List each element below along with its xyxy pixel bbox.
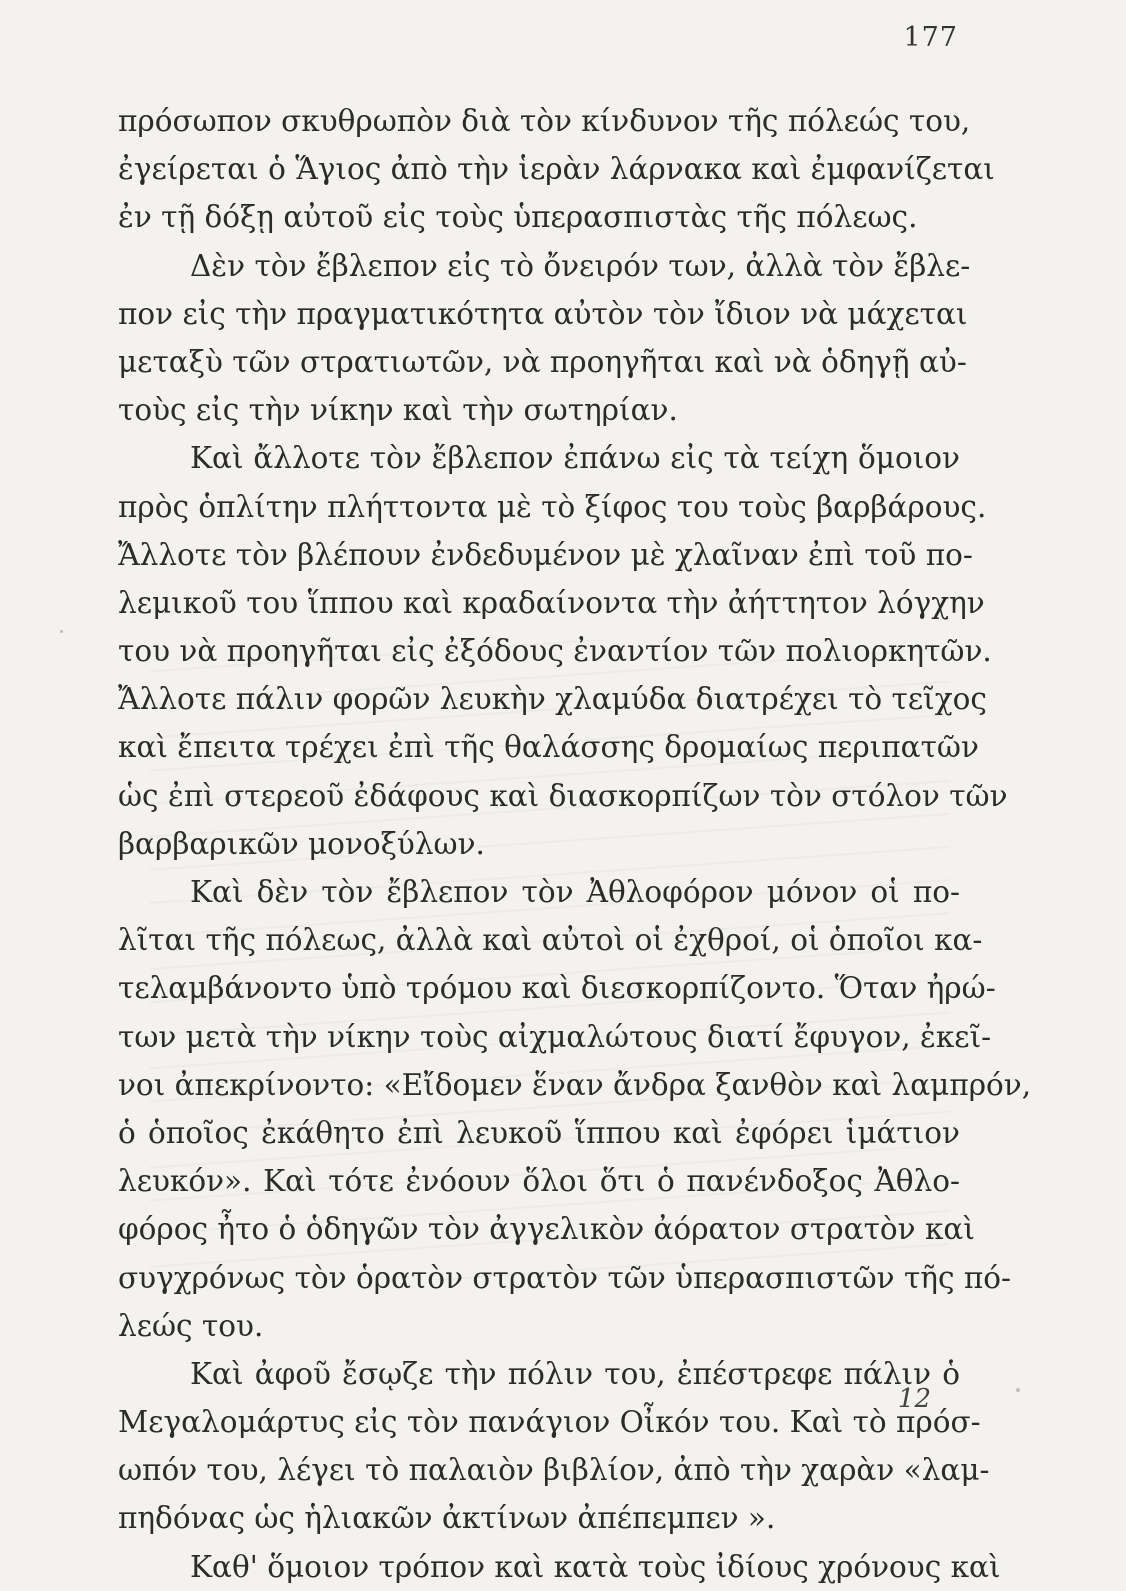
- text-line: πρόσωπον σκυθρωπὸν διὰ τὸν κίνδυνον τῆς πόλεώς του,: [118, 104, 971, 138]
- page-number: 177: [903, 22, 958, 53]
- text-line: ωπόν του, λέγει τὸ παλαιὸν βιβλίον, ἀπὸ τὴν χαρὰν «λαμ-: [118, 1453, 990, 1488]
- text-line: Καὶ ἄλλοτε τὸν ἔβλεπον ἐπάνω εἰς τὰ τείχη ὅμοιον: [190, 441, 960, 476]
- text-line: τελαμβάνοντο ὑπὸ τρόμου καὶ διεσκορπίζοντο. Ὅταν ἠρώ-: [118, 971, 996, 1006]
- text-line: τοὺς εἰς τὴν νίκην καὶ τὴν σωτηρίαν.: [118, 393, 678, 428]
- printer-signature-mark: 12: [897, 1384, 931, 1414]
- text-line: Ἄλλοτε πάλιν φορῶν λευκὴν χλαμύδα διατρέχει τὸ τεῖχος: [118, 682, 987, 717]
- paper-speck: [60, 630, 63, 633]
- text-line: μεταξὺ τῶν στρατιωτῶν, νὰ προηγῆται καὶ νὰ ὁδηγῇ αὐ-: [118, 344, 967, 379]
- text-line: καὶ ἔπειτα τρέχει ἐπὶ τῆς θαλάσσης δρομαίως περιπατῶν: [118, 730, 979, 765]
- text-line: λευκόν». Καὶ τότε ἐνόουν ὅλοι ὅτι ὁ πανένδοξος Ἀθλο-: [118, 1164, 960, 1199]
- text-line: νοι ἀπεκρίνοντο: «Εἴδομεν ἕναν ἄνδρα ξανθὸν καὶ λαμπρόν,: [118, 1067, 1032, 1102]
- text-line: Καὶ ἀφοῦ ἔσῳζε τὴν πόλιν του, ἐπέστρεφε πάλιν ὁ: [190, 1356, 960, 1391]
- text-line: συγχρόνως τὸν ὁρατὸν στρατὸν τῶν ὑπερασπιστῶν τῆς πό-: [118, 1260, 1011, 1295]
- text-line: λῖται τῆς πόλεως, ἀλλὰ καὶ αὐτοὶ οἱ ἐχθροί, οἱ ὁποῖοι κα-: [118, 923, 983, 958]
- text-line: ἐν τῇ δόξῃ αὐτοῦ εἰς τοὺς ὑπερασπιστὰς τῆς πόλεως.: [118, 200, 918, 235]
- paper-speck: [1016, 1388, 1020, 1392]
- text-line: ὡς ἐπὶ στερεοῦ ἐδάφους καὶ διασκορπίζων τὸν στόλον τῶν: [118, 778, 1008, 813]
- text-line: πηδόνας ὡς ἡλιακῶν ἀκτίνων ἀπέπεμπεν ».: [118, 1501, 776, 1536]
- text-line: πρὸς ὁπλίτην πλήττοντα μὲ τὸ ξίφος του τοὺς βαρβάρους.: [118, 489, 987, 524]
- text-line: βαρβαρικῶν μονοξύλων.: [118, 826, 485, 861]
- text-line: των μετὰ τὴν νίκην τοὺς αἰχμαλώτους διατί ἔφυγον, ἐκεῖ-: [118, 1019, 992, 1054]
- body-text: [118, 97, 1032, 1591]
- text-line: Δὲν τὸν ἔβλεπον εἰς τὸ ὄνειρόν των, ἀλλὰ τὸν ἔβλε-: [190, 248, 971, 283]
- text-line: λεμικοῦ του ἵππου καὶ κραδαίνοντα τὴν ἀήττητον λόγχην: [118, 585, 985, 620]
- text-line: Καθ' ὅμοιον τρόπον καὶ κατὰ τοὺς ἰδίους χρόνους καὶ: [190, 1549, 1001, 1584]
- text-line: ἐγείρεται ὁ Ἅγιος ἀπὸ τὴν ἱερὰν λάρνακα καὶ ἐμφανίζεται: [118, 152, 995, 187]
- text-line: πον εἰς τὴν πραγματικότητα αὐτὸν τὸν ἴδιον νὰ μάχεται: [118, 296, 968, 331]
- text-line: Ἄλλοτε τὸν βλέπουν ἐνδεδυμένον μὲ χλαῖναν ἐπὶ τοῦ πο-: [118, 537, 973, 572]
- text-line: Καὶ δὲν τὸν ἔβλεπον τὸν Ἀθλοφόρον μόνον οἱ πο-: [190, 875, 960, 909]
- text-line: λεώς του.: [118, 1308, 264, 1343]
- text-line: του νὰ προηγῆται εἰς ἐξόδους ἐναντίον τῶν πολιορκητῶν.: [118, 634, 992, 669]
- text-line: φόρος ἦτο ὁ ὁδηγῶν τὸν ἀγγελικὸν ἀόρατον στρατὸν καὶ: [118, 1212, 975, 1247]
- text-line: ὁ ὁποῖος ἐκάθητο ἐπὶ λευκοῦ ἵππου καὶ ἐφόρει ἱμάτιον: [118, 1115, 960, 1150]
- text-line: Μεγαλομάρτυς εἰς τὸν πανάγιον Οἶκόν του. Καὶ τὸ πρόσ-: [118, 1405, 981, 1440]
